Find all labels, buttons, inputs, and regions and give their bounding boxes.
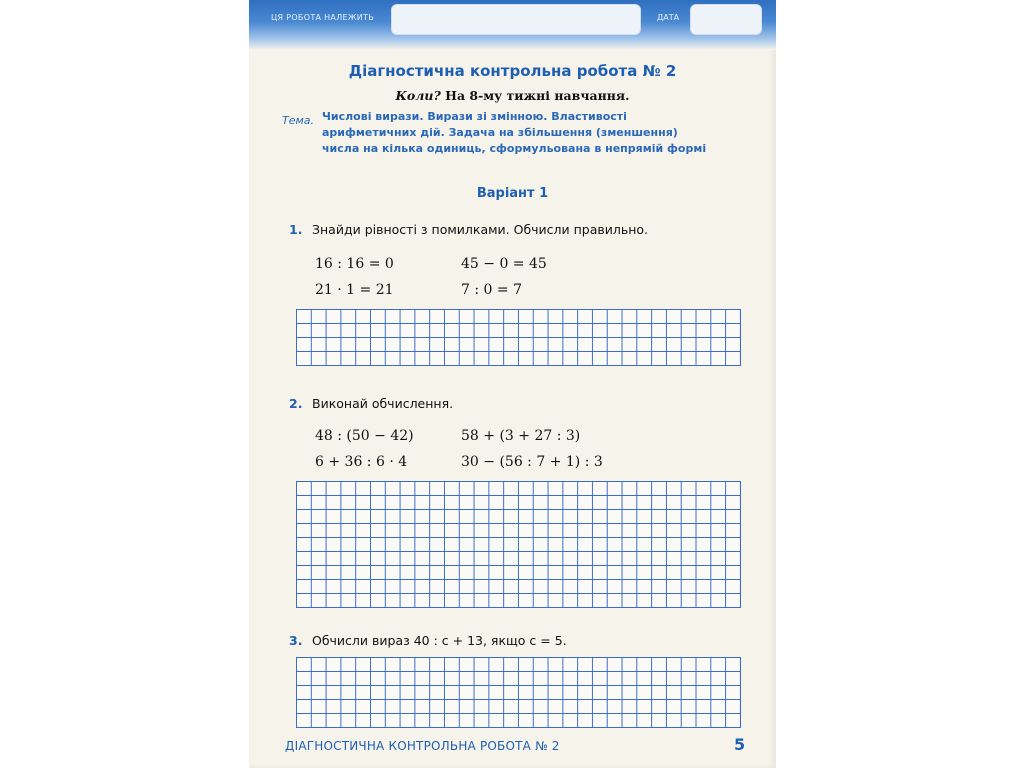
owner-label: ЦЯ РОБОТА НАЛЕЖИТЬ: [271, 13, 375, 22]
task-1-text: Знайди рівності з помилками. Обчисли правильно.: [312, 222, 649, 237]
workbook-page: [249, 0, 776, 768]
topic-text: Числові вирази. Вирази зі змінною. Властивості арифметичних дій. Задача на збільшення (зменшення) числа на кілька одиниць, сформульована в непрямій формі: [322, 110, 707, 155]
task-1-expression: 21 · 1 = 21: [315, 282, 394, 298]
task-1-expression: 16 : 16 = 0: [315, 256, 394, 272]
date-label: ДАТА: [657, 13, 680, 22]
answer-grid-task-2[interactable]: [296, 481, 741, 608]
owner-name-field[interactable]: [391, 4, 641, 35]
schedule-line: [249, 88, 776, 103]
task-1-expression: 7 : 0 = 7: [461, 282, 522, 298]
when-question: Коли?: [395, 88, 441, 103]
task-3-number: 3.: [289, 633, 303, 648]
task-2-expression: 30 − (56 : 7 + 1) : 3: [461, 454, 603, 470]
topic-label: Тема.: [282, 114, 315, 127]
task-2-expression: 58 + (3 + 27 : 3): [461, 428, 581, 444]
date-field[interactable]: [690, 4, 762, 35]
task-1-expression: 45 − 0 = 45: [461, 256, 547, 272]
footer-title: ДІАГНОСТИЧНА КОНТРОЛЬНА РОБОТА № 2: [285, 739, 560, 753]
task-2-text: Виконай обчислення.: [312, 396, 454, 411]
answer-grid-task-3[interactable]: [296, 657, 741, 728]
task-1-number: 1.: [289, 222, 303, 237]
task-2-expression: 6 + 36 : 6 · 4: [315, 454, 408, 470]
variant-heading: Варіант 1: [476, 186, 549, 201]
when-answer: На 8-му тижні навчання.: [445, 88, 630, 103]
task-2-number: 2.: [289, 396, 303, 411]
page-title: Діагностична контрольна робота № 2: [348, 62, 677, 80]
answer-grid-task-1[interactable]: [296, 309, 741, 366]
task-2-expression: 48 : (50 − 42): [315, 428, 414, 444]
task-3-text: Обчисли вираз 40 : c + 13, якщо c = 5.: [312, 633, 567, 648]
header-bar: [249, 0, 776, 50]
page-number: 5: [734, 735, 746, 754]
